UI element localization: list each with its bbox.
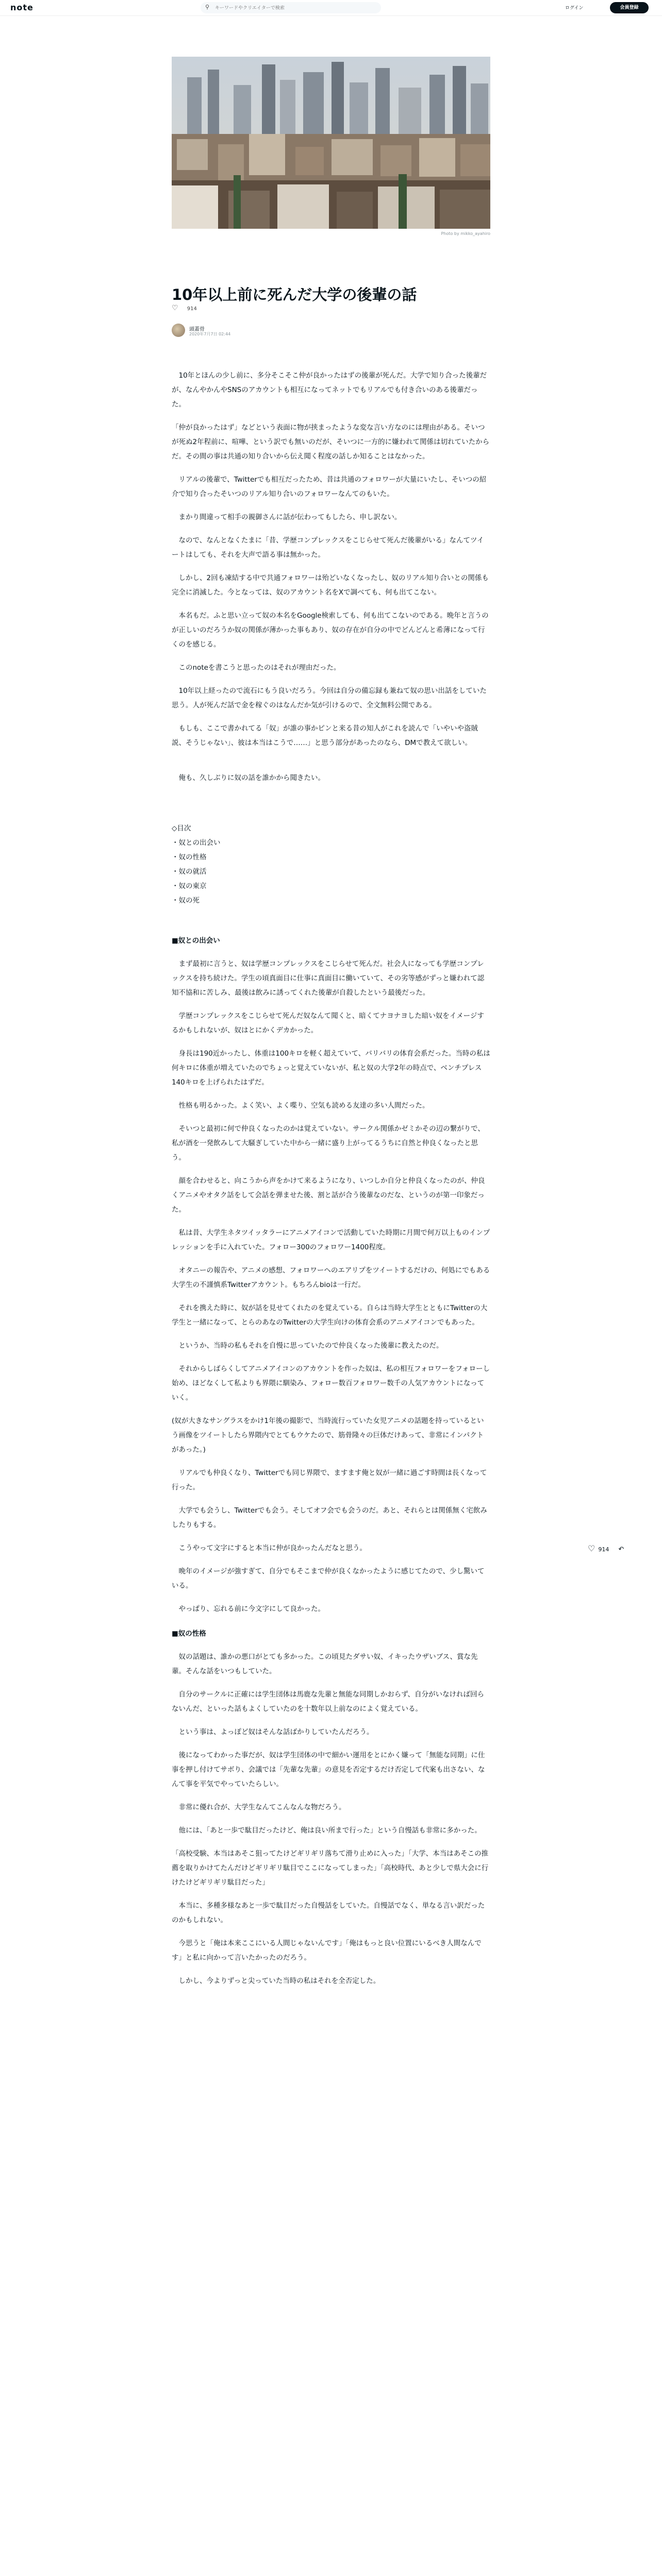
paragraph: 10年とほんの少し前に、多分そこそこ仲が良かったはずの後輩が死んだ。大学で知り合った後輩だが、なんやかんやSNSのアカウントも相互になってネットでもリアルでも付き合いのある後輩だった。 [172,371,487,409]
paragraph: という事は、よっぽど奴はそんな話ばかりしていたんだろう。 [172,1728,374,1736]
author-avatar[interactable] [172,324,185,337]
paragraph: 顔を合わせると、向こうから声をかけて来るようになり、いつしか自分と仲良くなったのが、仲良くアニメやオタク話をして会話を弾ませた後、割と話が合う後輩なのだな、というのが第一印象だった。 [172,1177,485,1214]
paragraph: 今思うと「俺は本来ここにいる人間じゃないんです」「俺はもっと良い位置にいるべき人間なんです」と私に向かって言いたかったのだろう。 [172,1939,482,1962]
paragraph: 学歴コンプレックスをこじらせて死んだ奴なんて聞くと、暗くてナヨナヨした暗い奴をイメージするかもしれないが、奴はとにかくデカかった。 [172,1012,484,1035]
paragraph: 本当に、多種多様なあと一歩で駄目だった自慢話をしていた。自慢話でなく、単なる言い訳だったのかもしれない。 [172,1902,485,1924]
paragraph: 後になってわかった事だが、奴は学生団体の中で細かい運用をとにかく嫌って「無能な同期」に仕事を押し付けてサボり、会議では「先輩な先輩」の意見を否定するだけ否定して代案も出さない、なんて事を平気でやっていたらしい。 [172,1751,485,1788]
heart-icon[interactable]: ♡ [588,1544,595,1553]
toc-item: ・奴の性格 [172,853,207,861]
paragraph: リアルの後輩で、Twitterでも相互だったため、昔は共通のフォロワーが大量にいたし、そいつの紹介で知り合ったそいつのリアル知り合いのフォロワーなんてのもいた。 [172,476,487,498]
floating-like-bar [588,1544,624,1553]
article-title: 10年以上前に死んだ大学の後輩の話 [172,286,417,304]
search-icon: ⚲ [205,4,210,10]
paragraph: 大学でも会うし、Twitterでも会う。そしてオフ会でも会うのだ。あと、それらとは関係無く宅飲みしたりもする。 [172,1506,487,1529]
paragraph: 非常に優れ合が、大学生なんてこんなんな物だろう。 [172,1803,346,1811]
paragraph: 他には、「あと一歩で駄目だったけど、俺は良い所まで行った」という自慢話も非常に多かった。 [172,1826,482,1835]
hero-image [172,57,490,229]
paragraph: リアルでも仲良くなり、Twitterでも同じ界隈で、ますます俺と奴が一緒に過ごす時間は長くなって行った。 [172,1469,487,1492]
paragraph: 「仲が良かったはず」などという表面に物が挟まったような変な言い方なのには理由がある。そいつが死ぬ2年程前に、喧嘩、という訳でも無いのだが、そいつに一方的に嫌われて関係は切れていたからだ。その間の事は共通の知り合いから伝え聞く程度の話しか知ることはなかった。 [172,423,490,461]
like-count: 914 [187,306,197,312]
toc-item: ・奴との出会い [172,839,221,847]
like-area-top [172,304,197,312]
search-input[interactable] [214,3,376,13]
paragraph: もしも、ここで書かれてる「奴」が誰の事かピンと来る昔の知人がこれを読んで「いやいや盗賊説、そうじゃない」、彼は本当はこうで……」と思う部分があったのなら、DMで教えて欲しい。 [172,724,478,747]
paragraph: このnoteを書こうと思ったのはそれが理由だった。 [172,664,341,672]
toc-label: ◇目次 [172,824,191,833]
paragraph: 晩年のイメージが強すぎて、自分でもそこまで仲が良くなかったように感じてたので、少し驚いている。 [172,1567,485,1590]
paragraph: 「高校受験、本当はあそこ狙ってたけどギリギリ落ちて滑り止めに入った」「大学、本当はあそこの推薦を取りかけてたんだけどギリギリ駄目でここになってしまった」「高校時代、あと少しで県大会に行けたけどギリギリ駄目だった」 [172,1850,489,1887]
login-link[interactable]: ログイン [565,6,584,11]
paragraph: そいつと最初に何で仲良くなったのかは覚えていない。サークル関係かゼミかその辺の繋がりで、私が酒を一発飲みして大騒ぎしていた中から一緒に盛り上がってるうちに自然と仲良くなったと思う。 [172,1125,485,1162]
paragraph: (奴が大きなサングラスをかけ1年後の撮影で、当時流行っていた女児アニメの話題を持っているという画像をツイートしたら界隈内でとてもウケたので、筋骨隆々の巨体だけあって、非常にインパクトがあった。) [172,1417,484,1454]
author-name[interactable]: 頭蓋骨 [189,327,205,332]
paragraph: やっぱり、忘れる前に今文字にして良かった。 [172,1605,325,1613]
paragraph: 俺も、久しぶりに奴の話を誰かから聞きたい。 [172,774,325,782]
paragraph: 性格も明るかった。よく笑い、よく喋り、空気も読める友達の多い人間だった。 [172,1101,429,1110]
paragraph: というか、当時の私もそれを自慢に思っていたので仲良くなった後輩に教えたのだ。 [172,1342,443,1350]
paragraph: こうやって文字にすると本当に仲が良かったんだなと思う。 [172,1544,367,1552]
heart-icon[interactable]: ♡ [172,304,178,312]
section-heading: ■奴の性格 [172,1630,206,1638]
toc-item: ・奴の就活 [172,868,207,876]
hero-caption: Photo by mikko_ayahiro [441,231,490,236]
paragraph: まず最初に言うと、奴は学歴コンプレックスをこじらせて死んだ。社会人になっても学歴コンプレックスを持ち続けた。学生の頃真面目に仕事に真面目に働いていて、その劣等感がずっと嫌われて認知不協和に苦しみ、最後は飲みに誘ってくれた後輩が自殺したという最後だった。 [172,960,485,997]
paragraph: 10年以上経ったので流石にもう良いだろう。今回は自分の備忘録も兼ねて奴の思い出話をしていた思う。人が死んだ話で金を稼ぐのはなんだか気が引けるので、全文無料公開である。 [172,687,487,709]
city-skyline-photo [172,57,490,229]
section-heading: ■奴との出会い [172,937,220,945]
share-icon[interactable]: ↶ [618,1546,624,1553]
paragraph: 奴の話題は、誰かの悪口がとても多かった。この頃見たダサい奴、イキったウザいブス、賞な先輩。そんな話をいつもしていた。 [172,1653,478,1675]
paragraph: 本名もだ。ふと思い立って奴の本名をGoogle検索しても、何も出てこないのである。晩年と言うのが正しいのだろうか奴の関係が薄かった事もあり、奴の存在が自分の中でどんどんと希薄になって行くのを感じる。 [172,612,489,649]
paragraph: 私は昔、大学生ネタツイッタラーにアニメアイコンで活動していた時期に月間で何万以上ものインプレッションを手に入れていた。フォロー300のフォロワー1400程度。 [172,1229,490,1251]
floating-like-count: 914 [598,1546,609,1553]
paragraph: オタニーの報告や、アニメの感想、フォロワーへのエアリプをツイートするだけの、何処にでもある大学生の不謹慎系Twitterアカウント。もちろんbioは一行だ。 [172,1266,490,1289]
paragraph: それからしばらくしてアニメアイコンのアカウントを作った奴は、私の相互フォロワーをフォローし始め、ほどなくして私よりも界隈に馴染み、フォロー数百フォロワー数千の人気アカウントになっていく。 [172,1365,490,1402]
post-date: 2020年7月7日 02:44 [189,332,231,336]
search-box[interactable] [201,2,381,13]
paragraph: しかし、今よりずっと尖っていた当時の私はそれを全否定した。 [172,1977,380,1985]
paragraph: しかし、2回も凍結する中で共通フォロワーは殆どいなくなったし、奴のリアル知り合いとの関係も完全に消滅した。今となっては、奴のアカウント名をXで調べても、何も出てこない。 [172,574,489,597]
signup-button[interactable]: 会員登録 [610,2,649,13]
site-header [0,0,662,16]
toc-item: ・奴の死 [172,896,200,905]
table-of-contents [172,821,490,908]
paragraph: 自分のサークルに正確には学生団体は馬鹿な先輩と無能な同期しかおらず、自分がいなければ回らないんだ、といった話もよくしていたのを十数年以上前なのによく覚えている。 [172,1690,485,1713]
article-body [172,368,490,1997]
toc-item: ・奴の東京 [172,882,207,890]
paragraph: まかり間違って相手の親御さんに話が伝わってもしたら、申し訳ない。 [172,513,402,521]
paragraph: 身長は190近かったし、体重は100キロを軽く超えていて、バリバリの体育会系だった。当時の私は何キロに体重が増えていたのでちょっと覚えていないが、私と奴の大学2年の時点で、ベンチプレス140キロを上げられたはずだ。 [172,1049,490,1087]
note-logo[interactable]: note [10,3,34,12]
paragraph: それを携えた時に、奴が話を見せてくれたのを覚えている。自らは当時大学生とともにTwitterの大学生と一緒になって、とらのあなのTwitterの大学生向けの体育会系のアニメアイコンでもあった。 [172,1304,488,1327]
paragraph: なので、なんとなくたまに「昔、学歴コンプレックスをこじらせて死んだ後輩がいる」なんてツイートはしても、それを大声で語る事は無かった。 [172,536,484,559]
